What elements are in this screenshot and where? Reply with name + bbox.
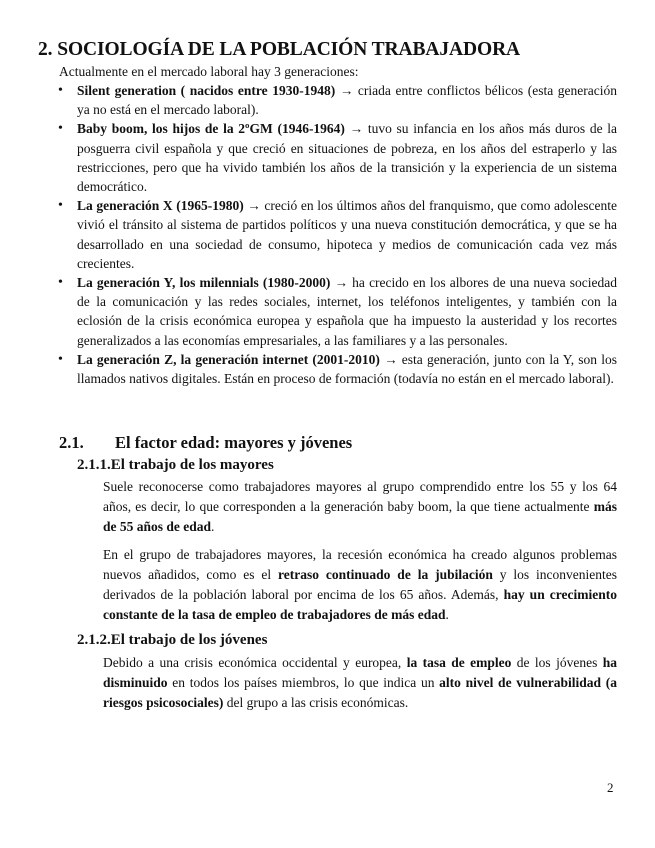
list-item-generation-z bbox=[77, 350, 617, 388]
subsection-title-text: El factor edad: mayores y jóvenes bbox=[115, 433, 353, 452]
arrow-icon: → bbox=[384, 351, 398, 367]
text-run: En el grupo de trabajadores mayores, la recesión económica ha creado algunos problemas nuevos añadidos, como es el bbox=[103, 547, 617, 582]
generation-name: La generación X (1965-1980) bbox=[77, 198, 244, 214]
text-bold-run: alto nivel de vulnerabilidad (a riesgos psicosociales) bbox=[103, 675, 617, 710]
section-intro: Actualmente en el mercado laboral hay 3 generaciones: bbox=[59, 64, 359, 79]
page-number: 2 bbox=[607, 780, 614, 795]
paragraph-mayores-1 bbox=[103, 477, 617, 537]
arrow-icon: → bbox=[339, 83, 354, 98]
text-run: y los inconvenientes derivados de la población laboral por encima de los 65 años. Además, bbox=[103, 567, 617, 602]
section-title: 2. SOCIOLOGÍA DE LA POBLACIÓN TRABAJADORA bbox=[38, 39, 521, 60]
text-run: Debido a una crisis económica occidental y europea, bbox=[103, 655, 407, 670]
subsection-title bbox=[59, 433, 352, 453]
paragraph-mayores-2 bbox=[103, 545, 617, 625]
generations-list bbox=[77, 81, 617, 388]
text-bold-run: hay un crecimiento constante de la tasa de empleo de trabajadores de más edad bbox=[103, 587, 617, 622]
generation-description: tuvo su infancia en los años más duros de la posguerra civil española y que creció en situaciones de pobreza, en los años del estraperlo y las restricciones, pero que ha vivido también los años de la transición y la experiencia de un sistema democrático. bbox=[77, 121, 618, 195]
arrow-icon: → bbox=[334, 275, 349, 291]
text-run: . bbox=[211, 519, 215, 534]
arrow-icon: → bbox=[247, 198, 261, 214]
arrow-icon: → bbox=[349, 121, 364, 137]
text-run: Suele reconocerse como trabajadores mayores al grupo comprendido entre los 55 y los 64 años, es decir, lo que corresponden a la generación baby boom, la que tiene actualmente bbox=[103, 479, 617, 514]
generation-name: La generación Z, la generación internet (2001-2010) bbox=[77, 351, 380, 367]
text-bold-run: la tasa de empleo bbox=[406, 655, 512, 670]
heading-trabajo-mayores: 2.1.1.El trabajo de los mayores bbox=[77, 457, 274, 473]
list-item-generation-y bbox=[77, 273, 617, 350]
text-run: de los jóvenes bbox=[511, 655, 603, 670]
generation-description: ha crecido en los albores de una nueva sociedad de la comunicación y las redes sociales, internet, los teléfonos inteligentes, y también con la eclosión de la crisis económica europea y española que ha impuesto la austeridad y los recortes generalizados a las economías empresariales, a las familiares y a las personales. bbox=[77, 275, 618, 348]
subsection-number: 2.1. bbox=[59, 433, 84, 452]
generation-description: esta generación, junto con la Y, son los llamados nativos digitales. Están en proceso de formación (todavía no están en el mercado laboral). bbox=[77, 351, 617, 387]
text-run: del grupo a las crisis económicas. bbox=[223, 695, 409, 710]
text-bold-run: ha disminuido bbox=[103, 655, 617, 690]
generation-name: Baby boom, los hijos de la 2ºGM (1946-1964) bbox=[77, 121, 345, 137]
generation-description: criada entre conflictos bélicos (esta generación ya no está en el mercado laboral). bbox=[77, 83, 618, 118]
list-item-silent-generation bbox=[77, 81, 617, 119]
text-run: en todos los países miembros, lo que indica un bbox=[167, 675, 440, 690]
paragraph-jovenes bbox=[103, 653, 617, 713]
heading-trabajo-jovenes: 2.1.2.El trabajo de los jóvenes bbox=[77, 632, 268, 648]
text-bold-run: más de 55 años de edad bbox=[103, 499, 617, 534]
text-bold-run: retraso continuado de la jubilación bbox=[278, 567, 493, 582]
generation-description: creció en los últimos años del franquismo, que como adolescente vivió el tránsito al sistema de partidos políticos y una nueva constitución democrática, y que se ha desarrollado en una sociedad de consumo, hipoteca y medios de comunicación cada vez más crecientes. bbox=[77, 198, 617, 271]
text-run: . bbox=[445, 607, 449, 622]
generation-name: La generación Y, los milennials (1980-2000) bbox=[77, 275, 331, 291]
list-item-baby-boom bbox=[77, 119, 617, 196]
generation-name: Silent generation ( nacidos entre 1930-1948) bbox=[77, 83, 336, 98]
list-item-generation-x bbox=[77, 196, 617, 273]
